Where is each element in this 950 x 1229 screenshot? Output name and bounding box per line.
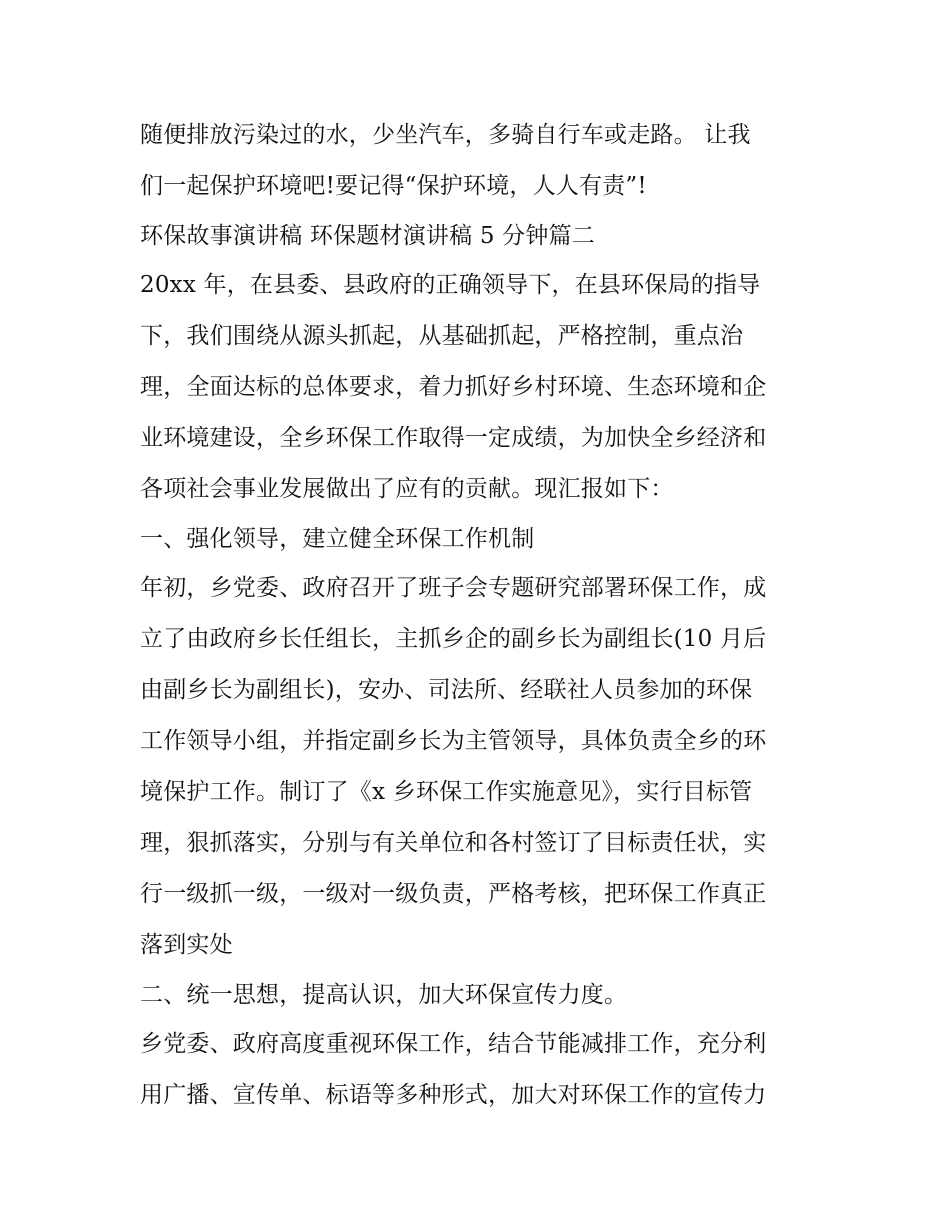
paragraph-line: 业环境建设，全乡环保工作取得一定成绩，为加快全乡经济和 (140, 425, 767, 451)
paragraph-line: 行一级抓一级，一级对一级负责，严格考核，把环保工作真正 (140, 881, 767, 907)
paragraph-line: 落到实处 (140, 932, 233, 958)
paragraph-line: 工作领导小组，并指定副乡长为主管领导，具体负责全乡的环 (140, 728, 767, 754)
paragraph-line: 理，全面达标的总体要求，着力抓好乡村环境、生态环境和企 (140, 374, 767, 400)
paragraph-line: 各项社会事业发展做出了应有的贡献。现汇报如下： (140, 476, 674, 502)
section-heading: 环保故事演讲稿 环保题材演讲稿 5 分钟篇二 (140, 223, 595, 249)
paragraph-line: 下，我们围绕从源头抓起，从基础抓起，严格控制，重点治 (140, 323, 744, 349)
paragraph-line: 乡党委、政府高度重视环保工作，结合节能减排工作，充分利 (140, 1031, 767, 1057)
section-heading: 一、强化领导，建立健全环保工作机制 (140, 526, 535, 552)
paragraph-line: 随便排放污染过的水，少坐汽车，多骑自行车或走路。 让我 (140, 122, 751, 148)
paragraph-line: 立了由政府乡长任组长，主抓乡企的副乡长为副组长(10 月后 (140, 626, 767, 652)
paragraph-line: 理，狠抓落实，分别与有关单位和各村签订了目标责任状，实 (140, 830, 767, 856)
paragraph-line: 20xx 年，在县委、县政府的正确领导下，在县环保局的指导 (140, 272, 761, 298)
paragraph-line: 年初，乡党委、政府召开了班子会专题研究部署环保工作，成 (140, 575, 767, 601)
section-heading: 二、统一思想，提高认识，加大环保宣传力度。 (140, 982, 628, 1008)
paragraph-line: 由副乡长为副组长)，安办、司法所、经联社人员参加的环保 (140, 677, 753, 703)
paragraph-line: 用广播、宣传单、标语等多种形式，加大对环保工作的宣传力 (140, 1082, 767, 1108)
paragraph-line: 们一起保护环境吧!要记得“保护环境，人人有责”! (140, 173, 647, 199)
document-body (140, 110, 820, 1121)
paragraph-line: 境保护工作。制订了《x 乡环保工作实施意见》，实行目标管 (140, 779, 753, 805)
